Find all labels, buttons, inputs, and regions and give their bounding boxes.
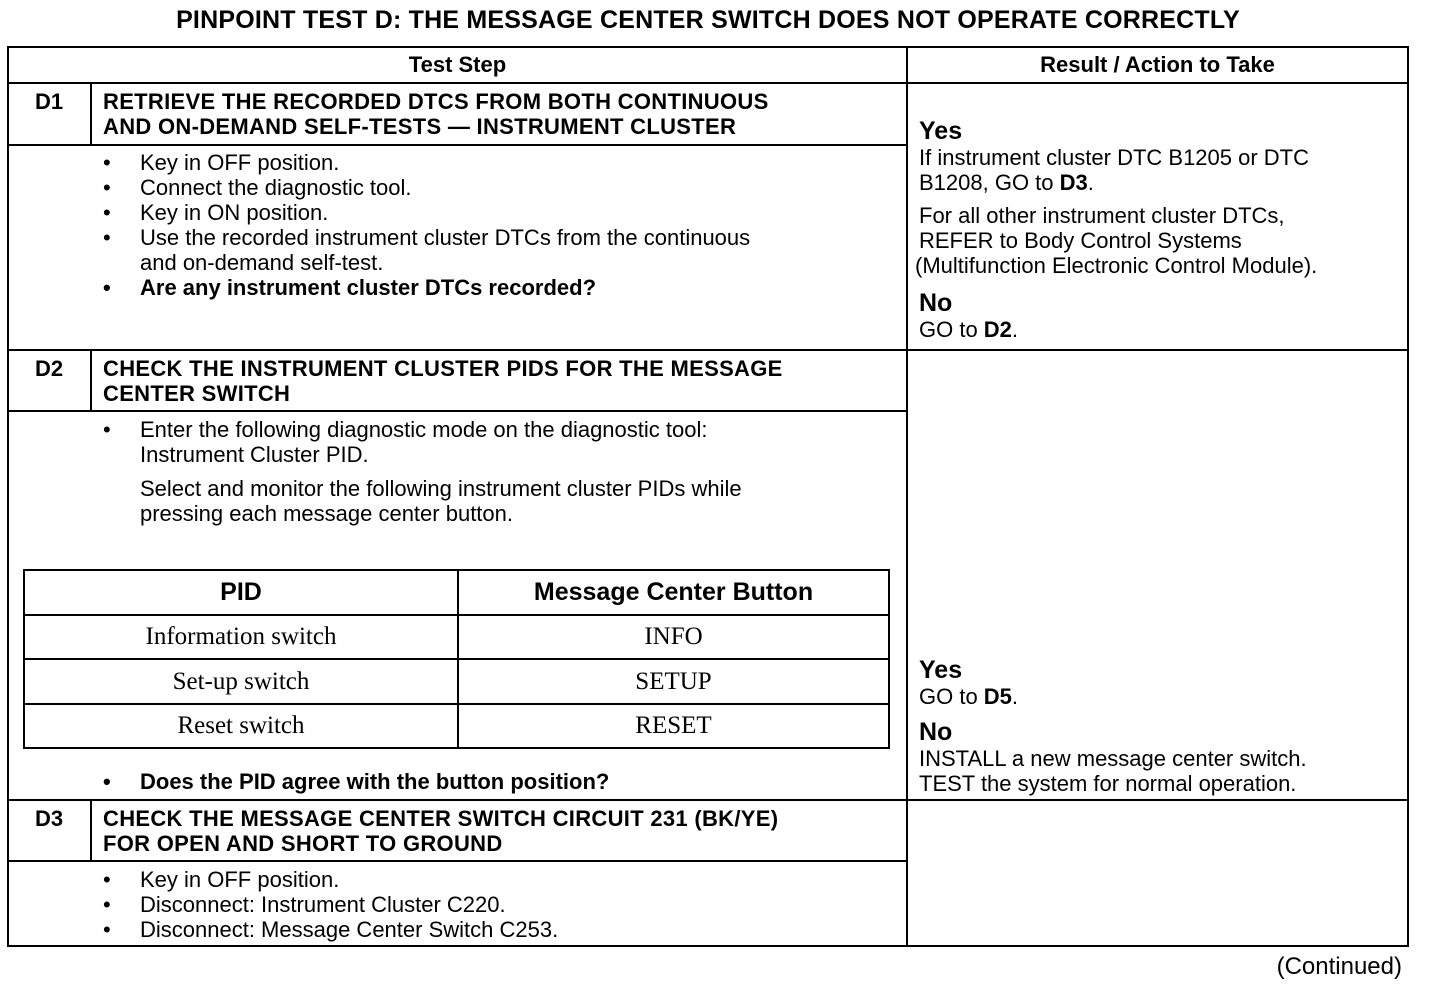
step-bullets-d3 (103, 867, 893, 942)
table-header-pid: PID (24, 570, 458, 615)
list-item: • Key in OFF position. (103, 150, 893, 175)
step-bullets-d2 (103, 417, 893, 526)
step-question-d1: • Are any instrument cluster DTCs recorded? (103, 275, 893, 300)
list-item: • Disconnect: Instrument Cluster C220. (103, 892, 893, 917)
table-row: Set-up switch SETUP (24, 659, 889, 703)
step-id-d3: D3 (34, 806, 64, 831)
continued-note: (Continued) (1276, 953, 1402, 980)
step-question-d2: • Does the PID agree with the button position? (103, 769, 893, 794)
step-question-d2-wrap (103, 769, 893, 794)
step-id-d1: D1 (34, 89, 64, 114)
list-item: • Key in OFF position. (103, 867, 893, 892)
step-heading-d1: RETRIEVE THE RECORDED DTCS FROM BOTH CONTINUOUS AND ON-DEMAND SELF-TESTS — INSTRUMENT CLUSTER (103, 89, 769, 139)
header-test-step: Test Step (408, 52, 507, 77)
table-row: Information switch INFO (24, 615, 889, 659)
result-d1: Yes If instrument cluster DTC B1205 or DTC B1208, GO to D3. For all other instrument cluster DTCs, REFER to Body Control Systems (Multifunction Electronic Control Module). No GO to D2. (919, 118, 1404, 342)
list-note: Select and monitor the following instrument cluster PIDs while pressing each message center button. (140, 476, 742, 526)
list-item: • Connect the diagnostic tool. (103, 175, 893, 200)
header-result-action: Result / Action to Take (1040, 52, 1275, 77)
step-heading-d2: CHECK THE INSTRUMENT CLUSTER PIDS FOR THE MESSAGE CENTER SWITCH (103, 356, 783, 406)
list-item: • Enter the following diagnostic mode on the diagnostic tool: Instrument Cluster PID. (103, 417, 893, 467)
step-id-d2: D2 (34, 356, 64, 381)
table-header-button: Message Center Button (458, 570, 889, 615)
step-heading-d3: CHECK THE MESSAGE CENTER SWITCH CIRCUIT 231 (BK/YE) FOR OPEN AND SHORT TO GROUND (103, 806, 779, 856)
pid-table (23, 569, 890, 749)
list-item: • Key in ON position. (103, 200, 893, 225)
list-item: • Disconnect: Message Center Switch C253. (103, 917, 893, 942)
no-label: No (919, 289, 953, 317)
yes-label: Yes (919, 656, 963, 684)
step-bullets-d1 (103, 150, 893, 300)
no-label: No (919, 718, 953, 746)
result-d2: Yes GO to D5. No INSTALL a new message center switch. TEST the system for normal operation. (919, 657, 1404, 796)
yes-label: Yes (919, 117, 963, 145)
list-item: • Use the recorded instrument cluster DTCs from the continuous and on-demand self-test. (103, 225, 893, 275)
page-title: PINPOINT TEST D: THE MESSAGE CENTER SWITCH DOES NOT OPERATE CORRECTLY (176, 6, 1240, 34)
table-row: Reset switch RESET (24, 704, 889, 748)
